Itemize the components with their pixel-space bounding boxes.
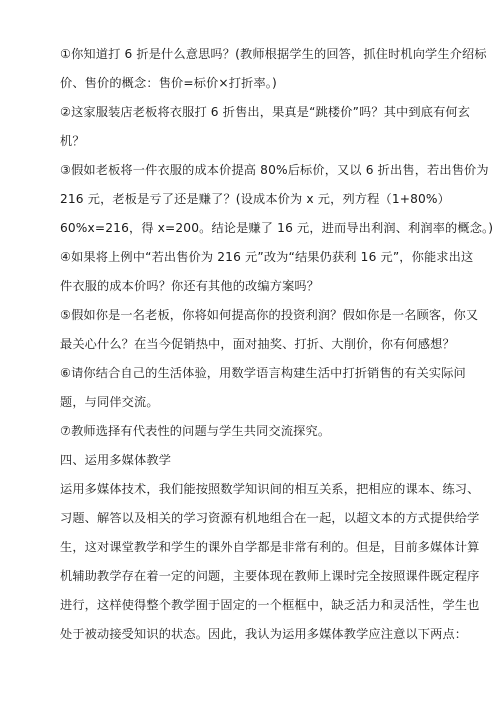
question-1-paragraph <box>60 40 487 98</box>
text-line: 机？ <box>60 134 85 148</box>
text-line: 60%x=216，得 x=200。结论是赚了 16 元，进而导出利润、利润率的概念。) <box>60 221 494 235</box>
text-line: 价、售价的概念：售价=标价×打折率。) <box>60 76 277 90</box>
text-line: 处于被动接受知识的状态。因此，我认为运用多媒体教学应注意以下两点： <box>60 627 468 641</box>
question-4-paragraph <box>60 243 474 301</box>
text-line: ①你知道打 6 折是什么意思吗？(教师根据学生的回答，抓住时机向学生介绍标 <box>60 47 487 61</box>
text-line: 题，与同伴交流。 <box>60 395 159 409</box>
text-line: ②这家服装店老板将衣服打 6 折售出，果真是“跳楼价”吗？其中到底有何玄 <box>60 105 471 119</box>
text-line: 最关心什么？在当今促销热中，面对抽奖、打折、大削价，你有何感想？ <box>60 337 455 351</box>
question-6-paragraph <box>60 359 466 417</box>
text-line: ⑦教师选择有代表性的问题与学生共同交流探究。 <box>60 424 331 438</box>
question-2-paragraph <box>60 98 471 156</box>
text-line: ⑥请你结合自己的生活体验，用数学语言构建生活中打折销售的有关实际问 <box>60 366 466 380</box>
text-line: ④如果将上例中“若出售价为 216 元”改为“结果仍获利 16 元”，你能求出这 <box>60 250 474 264</box>
multimedia-body-paragraph <box>60 475 480 649</box>
text-line: 机辅助教学存在着一定的问题，主要体现在教师上课时完全按照课件既定程序 <box>60 569 480 583</box>
text-line: 216 元，老板是亏了还是赚了？(设成本价为 x 元，列方程（1+80%） <box>60 192 450 206</box>
text-line: 件衣服的成本价吗？你还有其他的改编方案吗？ <box>60 279 320 293</box>
text-line: 运用多媒体技术，我们能按照数学知识间的相互关系，把相应的课本、练习、 <box>60 482 480 496</box>
text-line: 生，这对课堂教学和学生的课外自学都是非常有利的。但是，目前多媒体计算 <box>60 540 480 554</box>
question-7-paragraph <box>60 417 440 446</box>
text-line: ⑤假如你是一名老板，你将如何提高你的投资利润？假如你是一名顾客，你又 <box>60 308 479 322</box>
text-line: 习题、解答以及相关的学习资源有机地组合在一起，以超文本的方式提供给学 <box>60 511 480 525</box>
section-heading <box>60 446 440 475</box>
question-5-paragraph <box>60 301 479 359</box>
question-3-paragraph <box>60 156 494 243</box>
text-line: 进行，这样使得整个教学囿于固定的一个框框中，缺乏活力和灵活性，学生也 <box>60 598 480 612</box>
section-heading-text: 四、运用多媒体教学 <box>60 453 172 467</box>
text-line: ③假如老板将一件衣服的成本价提高 80%后标价，又以 6 折出售，若出售价为 <box>60 163 489 177</box>
